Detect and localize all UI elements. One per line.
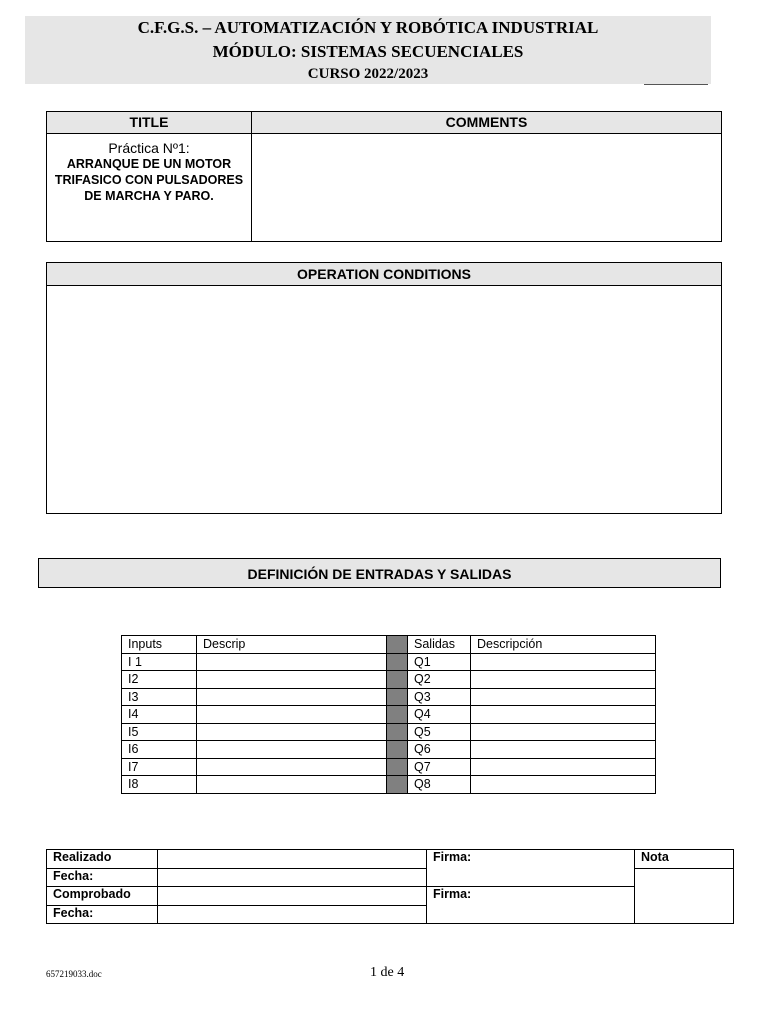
nota-label: Nota [635,850,734,869]
fecha-field-1 [158,868,427,887]
output-description [471,671,656,689]
table-row [122,653,656,671]
definicion-header: DEFINICIÓN DE ENTRADAS Y SALIDAS [38,558,721,588]
table-row [122,723,656,741]
separator-column [387,723,408,741]
output-description [471,741,656,759]
table-row [47,887,734,906]
header-course: CURSO 2022/2023 [307,66,429,82]
table-row [122,706,656,724]
output-description [471,706,656,724]
input-label: I5 [122,723,197,741]
comprobado-field [158,887,427,906]
operation-conditions-header: OPERATION CONDITIONS [47,263,721,286]
footer-filename: 657219033.doc [46,969,102,979]
output-label: Q8 [408,776,471,794]
output-label: Q1 [408,653,471,671]
output-description [471,776,656,794]
separator-column [387,741,408,759]
separator-column [387,776,408,794]
input-label: I8 [122,776,197,794]
fecha-label-1: Fecha: [47,868,158,887]
separator-column [387,688,408,706]
io-header-row [122,636,656,654]
realizado-label: Realizado [47,850,158,869]
fecha-field-2 [158,905,427,924]
output-description [471,653,656,671]
input-description [197,723,387,741]
input-label: I6 [122,741,197,759]
input-description [197,688,387,706]
descrip-header: Descrip [197,636,387,654]
input-description [197,653,387,671]
title-comments-table [46,111,722,242]
comments-header: COMMENTS [252,112,721,134]
output-label: Q4 [408,706,471,724]
footer-page-number: 1 de 4 [370,965,405,980]
fecha-label-2: Fecha: [47,905,158,924]
input-description [197,776,387,794]
firma-label-1: Firma: [427,850,635,887]
descripcion-header: Descripción [471,636,656,654]
output-label: Q5 [408,723,471,741]
input-description [197,741,387,759]
firma-label-2: Firma: [427,887,635,924]
column-divider [251,112,252,241]
document-header [25,16,711,84]
output-label: Q6 [408,741,471,759]
operation-conditions-box [46,262,722,514]
table-row [122,776,656,794]
table-row [122,758,656,776]
separator-column [387,653,408,671]
output-description [471,758,656,776]
practica-number: Práctica Nº1: [108,140,190,156]
separator-column [387,636,408,654]
output-description [471,723,656,741]
comprobado-label: Comprobado [47,887,158,906]
output-label: Q7 [408,758,471,776]
realizado-field [158,850,427,869]
separator-column [387,706,408,724]
header-institution: C.F.G.S. – AUTOMATIZACIÓN Y ROBÓTICA INDUSTRIAL [137,18,599,37]
input-description [197,706,387,724]
input-label: I3 [122,688,197,706]
input-label: I4 [122,706,197,724]
table-row [122,688,656,706]
output-label: Q3 [408,688,471,706]
input-description [197,671,387,689]
input-description [197,758,387,776]
input-label: I7 [122,758,197,776]
separator-column [387,671,408,689]
table-row [122,741,656,759]
input-label: I2 [122,671,197,689]
input-label: I 1 [122,653,197,671]
practica-description: ARRANQUE DE UN MOTOR TRIFASICO CON PULSADORES DE MARCHA Y PARO. [54,157,244,203]
output-description [471,688,656,706]
output-label: Q2 [408,671,471,689]
inputs-header: Inputs [122,636,197,654]
header-module: MÓDULO: SISTEMAS SECUENCIALES [212,42,524,61]
separator-column [387,758,408,776]
io-table [121,635,656,794]
signature-table [46,849,734,924]
table-row [47,850,734,869]
title-header: TITLE [47,112,251,134]
nota-field [635,868,734,924]
header-underline [644,84,708,85]
table-row [122,671,656,689]
salidas-header: Salidas [408,636,471,654]
